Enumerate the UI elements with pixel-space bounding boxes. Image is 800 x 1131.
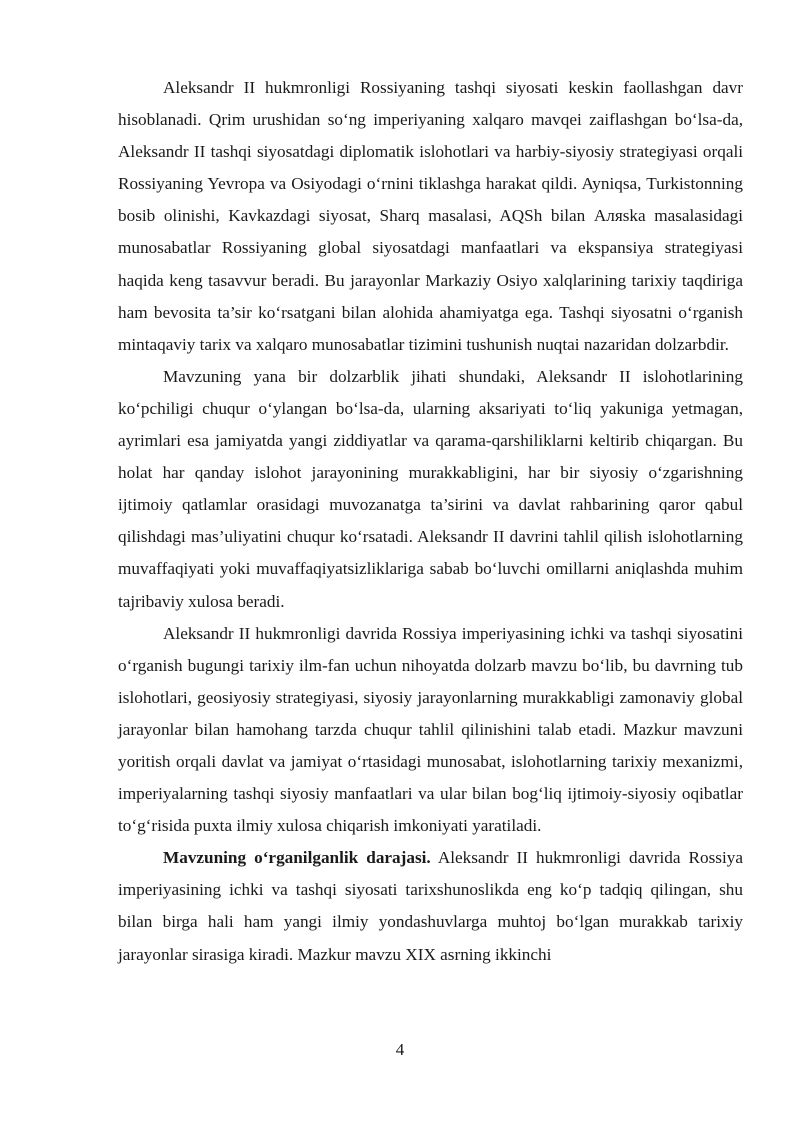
paragraph-study-degree-text: Aleksandr II hukmronligi davrida Rossiya imperiyasining ichki va tashqi siyosati tarixshunoslikda eng ko‘p tadqiq qilingan, shu bilan birga hali ham yangi ilmiy yondashuvlarga muhtoj bo‘lgan murakkab tarixiy jarayonlar sirasiga kiradi. Mazkur mavzu XIX asrning ikkinchi <box>118 848 743 964</box>
paragraph-foreign-policy: Aleksandr II hukmronligi Rossiyaning tashqi siyosati keskin faollashgan davr hisoblanadi. Qrim urushidan so‘ng imperiyaning xalqaro mavqei zaiflashgan bo‘lsa-da, Aleksandr II tashqi siyosatdagi diplomatik islohotlari va harbiy-siyosiy strategiyasi orqali Rossiyaning Yevropa va Osiyodagi o‘rnini tiklashga harakat qildi. Ayniqsa, Turkistonning bosib olinishi, Kavkazdagi siyosat, Sharq masalasi, AQSh bilan Аляska masalasidagi munosabatlar Rossiyaning global siyosatdagi manfaatlari va ekspansiya strategiyasi haqida keng tasavvur beradi. Bu jarayonlar Markaziy Osiyo xalqlarining tarixiy taqdiriga ham bevosita ta’sir ko‘rsatgani bilan alohida ahamiyatga ega. Tashqi siyosatni o‘rganish mintaqaviy tarix va xalqaro munosabatlar tizimini tushunish nuqtai nazaridan dolzarbdir. <box>118 78 743 354</box>
page-number: 4 <box>395 1040 405 1059</box>
document-page <box>118 72 743 971</box>
paragraph-study-importance: Aleksandr II hukmronligi davrida Rossiya imperiyasining ichki va tashqi siyosatini o‘rganish bugungi tarixiy ilm-fan uchun nihoyatda dolzarb mavzu bo‘lib, bu davrning tub islohotlari, geosiyosiy strategiyasi, siyosiy jarayonlarning murakkabligi zamonaviy global jarayonlar bilan hamohang tarzda chuqur tahlil qilinishini talab etadi. Mazkur mavzuni yoritish orqali davlat va jamiyat o‘rtasidagi munosabat, islohotlarning tarixiy mexanizmi, imperiyalarning tashqi siyosiy manfaatlari va ular bilan bog‘liq ijtimoiy-siyosiy oqibatlar to‘g‘risida puxta ilmiy xulosa chiqarish imkoniyati yaratiladi. <box>118 623 743 836</box>
paragraph-reforms-relevance: Mavzuning yana bir dolzarblik jihati shundaki, Aleksandr II islohotlarining ko‘pchiligi chuqur o‘ylangan bo‘lsa-da, ularning aksariyati to‘liq yakuniga yetmagan, ayrimlari esa jamiyatda yangi ziddiyatlar va qarama-qarshiliklarni keltirib chiqargan. Bu holat har qanday islohot jarayonining murakkabligini, har bir siyosiy o‘zgarishning ijtimoiy qatlamlar orasidagi muvozanatga ta’sirini va davlat rahbarining qaror qabul qilishdagi mas’uliyatini chuqur ko‘rsatadi. Aleksandr II davrini tahlil qilish islohotlarning muvaffaqiyati yoki muvaffaqiyatsizliklariga sabab bo‘luvchi omillarni aniqlashda muhim tajribaviy xulosa beradi. <box>118 366 743 611</box>
paragraph-study-degree <box>118 842 743 970</box>
section-heading-study-degree: Mavzuning o‘rganilganlik darajasi. <box>163 848 431 868</box>
